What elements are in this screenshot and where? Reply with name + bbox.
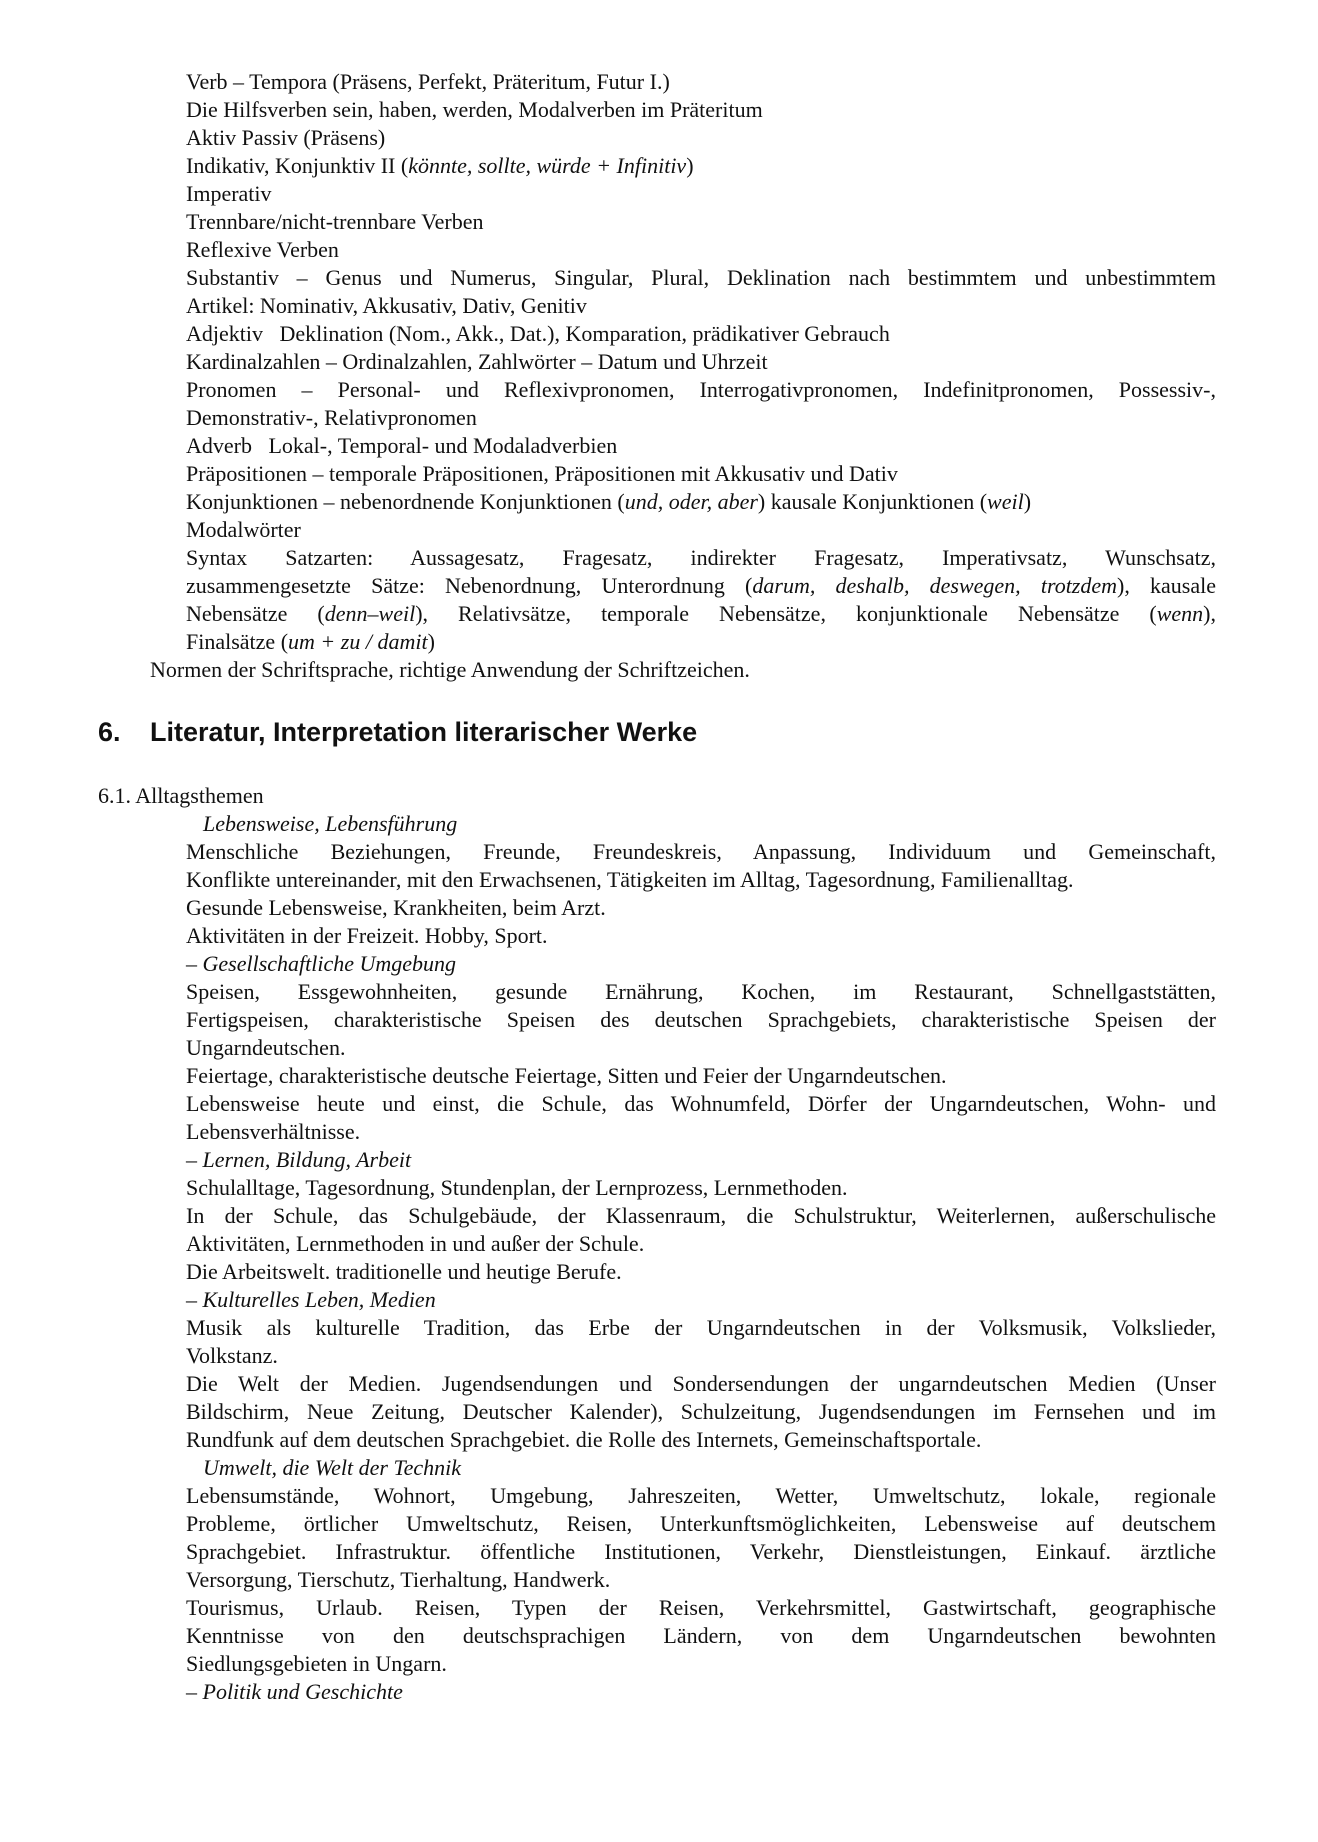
topic-title-umwelt: Umwelt, die Welt der Technik [203, 1455, 462, 1480]
italic-fragment: könnte, sollte, würde + Infinitiv [408, 153, 687, 178]
italic-fragment: und, oder, aber [624, 489, 758, 514]
topic-title-lebensweise: Lebensweise, Lebensführung [203, 811, 458, 836]
text-fragment: ) kausale Konjunktionen ( [757, 489, 988, 514]
grammar-line-indikativ [186, 152, 1216, 180]
italic-fragment: wenn [1156, 601, 1204, 626]
text-fragment: Indikativ, Konjunktiv II ( [186, 153, 409, 178]
grammar-line-hilfsverben: Die Hilfsverben sein, haben, werden, Modalverben im Präteritum [186, 97, 763, 122]
text-fragment: Konjunktionen – nebenordnende Konjunktionen ( [186, 489, 625, 514]
grammar-line-pronomen: Pronomen – Personal- und Reflexivpronomen, Interrogativpronomen, Indefinitpronomen, Possessiv-, [186, 377, 1216, 402]
text-fragment: ) [1023, 489, 1032, 514]
italic-fragment: darum, deshalb, deswegen, trotzdem [752, 573, 1118, 598]
paragraph-line: Rundfunk auf dem deutschen Sprachgebiet. die Rolle des Internets, Gemeinschaftsportale. [186, 1427, 982, 1452]
paragraph-line: Die Welt der Medien. Jugendsendungen und Sondersendungen der ungarndeutschen Medien (Unser [186, 1371, 1216, 1396]
paragraph-line: Volkstanz. [186, 1343, 278, 1368]
paragraph-line: Musik als kulturelle Tradition, das Erbe der Ungarndeutschen in der Volksmusik, Volkslieder, [186, 1315, 1216, 1340]
text-fragment: ), kausale [1117, 573, 1217, 598]
grammar-line-finalsaetze [186, 628, 1216, 656]
text-fragment: ) [427, 629, 435, 654]
text-fragment: Nebensätze ( [186, 601, 325, 626]
section-number: 6. [98, 717, 121, 747]
paragraph-line: Schulalltage, Tagesordnung, Stundenplan, der Lernprozess, Lernmethoden. [186, 1175, 848, 1200]
grammar-line-reflexive: Reflexive Verben [186, 237, 339, 262]
topic-title-lernen: – Lernen, Bildung, Arbeit [186, 1147, 412, 1172]
paragraph-line: Gesunde Lebensweise, Krankheiten, beim Arzt. [186, 895, 606, 920]
text-fragment: ) [686, 153, 694, 178]
grammar-line-artikel: Artikel: Nominativ, Akkusativ, Dativ, Genitiv [186, 293, 587, 318]
paragraph-line: Aktivitäten in der Freizeit. Hobby, Sport. [186, 923, 548, 948]
grammar-line-konjunktionen [186, 488, 1216, 516]
paragraph-line: Menschliche Beziehungen, Freunde, Freundeskreis, Anpassung, Individuum und Gemeinschaft, [186, 839, 1216, 864]
paragraph-line: Siedlungsgebieten in Ungarn. [186, 1651, 447, 1676]
grammar-line-nebensaetze [186, 600, 1216, 628]
italic-fragment: weil [987, 489, 1024, 514]
grammar-line-verb: Verb – Tempora (Präsens, Perfekt, Präteritum, Futur I.) [186, 69, 670, 94]
grammar-line-adjektiv: Adjektiv Deklination (Nom., Akk., Dat.), Komparation, prädikativer Gebrauch [186, 321, 890, 346]
paragraph-line: Bildschirm, Neue Zeitung, Deutscher Kalender), Schulzeitung, Jugendsendungen im Fernsehen und im [186, 1399, 1216, 1424]
paragraph-line: Feiertage, charakteristische deutsche Feiertage, Sitten und Feier der Ungarndeutschen. [186, 1063, 947, 1088]
paragraph-line: Probleme, örtlicher Umweltschutz, Reisen, Unterkunftsmöglichkeiten, Lebensweise auf deutschem [186, 1511, 1216, 1536]
grammar-line-trennbare: Trennbare/nicht-trennbare Verben [186, 209, 484, 234]
paragraph-line: Tourismus, Urlaub. Reisen, Typen der Reisen, Verkehrsmittel, Gastwirtschaft, geographische [186, 1595, 1216, 1620]
grammar-line-modalwoerter: Modalwörter [186, 517, 301, 542]
grammar-line-syntax: Syntax Satzarten: Aussagesatz, Fragesatz, indirekter Fragesatz, Imperativsatz, Wunschsatz, [186, 545, 1216, 570]
grammar-line-imperativ: Imperativ [186, 181, 272, 206]
paragraph-line: Sprachgebiet. Infrastruktur. öffentliche Institutionen, Verkehr, Dienstleistungen, Einkauf. ärztliche [186, 1539, 1216, 1564]
topic-title-gesellschaft: – Gesellschaftliche Umgebung [186, 951, 457, 976]
grammar-line-adverb: Adverb Lokal-, Temporal- und Modaladverbien [186, 433, 618, 458]
paragraph-line: In der Schule, das Schulgebäude, der Klassenraum, die Schulstruktur, Weiterlernen, außerschulische [186, 1203, 1216, 1228]
grammar-line-substantiv: Substantiv – Genus und Numerus, Singular, Plural, Deklination nach bestimmtem und unbestimmtem [186, 265, 1216, 290]
subsection-heading: 6.1. Alltagsthemen [98, 783, 264, 808]
grammar-line-praepositionen: Präpositionen – temporale Präpositionen, Präpositionen mit Akkusativ und Dativ [186, 461, 898, 486]
grammar-line-zahlen: Kardinalzahlen – Ordinalzahlen, Zahlwörter – Datum und Uhrzeit [186, 349, 768, 374]
paragraph-line: Lebensverhältnisse. [186, 1119, 361, 1144]
paragraph-line: Lebensumstände, Wohnort, Umgebung, Jahreszeiten, Wetter, Umweltschutz, lokale, regionale [186, 1483, 1216, 1508]
topic-title-politik: – Politik und Geschichte [186, 1679, 403, 1704]
section-title: Literatur, Interpretation literarischer Werke [150, 717, 698, 747]
text-fragment: Finalsätze ( [186, 629, 289, 654]
italic-fragment: um + zu / damit [288, 629, 428, 654]
grammar-line-demonstrativ: Demonstrativ-, Relativpronomen [186, 405, 477, 430]
paragraph-line: Konflikte untereinander, mit den Erwachsenen, Tätigkeiten im Alltag, Tagesordnung, Familienalltag. [186, 867, 1074, 892]
grammar-line-zusammengesetzte [186, 572, 1216, 600]
text-fragment: ), [1203, 601, 1216, 626]
paragraph-line: Fertigspeisen, charakteristische Speisen des deutschen Sprachgebiets, charakteristische Speisen der [186, 1007, 1216, 1032]
paragraph-line: Aktivitäten, Lernmethoden in und außer der Schule. [186, 1231, 645, 1256]
paragraph-line: Lebensweise heute und einst, die Schule, das Wohnumfeld, Dörfer der Ungarndeutschen, Wohn- und [186, 1091, 1216, 1116]
paragraph-line: Die Arbeitswelt. traditionelle und heutige Berufe. [186, 1259, 622, 1284]
paragraph-line: Ungarndeutschen. [186, 1035, 346, 1060]
text-fragment: zusammengesetzte Sätze: Nebenordnung, Unterordnung ( [186, 573, 753, 598]
paragraph-line: Kenntnisse von den deutschsprachigen Ländern, von dem Ungarndeutschen bewohnten [186, 1623, 1216, 1648]
section-heading [98, 716, 697, 748]
topic-title-kultur: – Kulturelles Leben, Medien [186, 1287, 436, 1312]
italic-fragment: denn–weil [324, 601, 416, 626]
grammar-line-aktiv-passiv: Aktiv Passiv (Präsens) [186, 125, 386, 150]
text-fragment: ), Relativsätze, temporale Nebensätze, konjunktionale Nebensätze ( [415, 601, 1157, 626]
grammar-line-normen: Normen der Schriftsprache, richtige Anwendung der Schriftzeichen. [150, 657, 750, 682]
paragraph-line: Speisen, Essgewohnheiten, gesunde Ernährung, Kochen, im Restaurant, Schnellgaststätten, [186, 979, 1216, 1004]
paragraph-line: Versorgung, Tierschutz, Tierhaltung, Handwerk. [186, 1567, 611, 1592]
